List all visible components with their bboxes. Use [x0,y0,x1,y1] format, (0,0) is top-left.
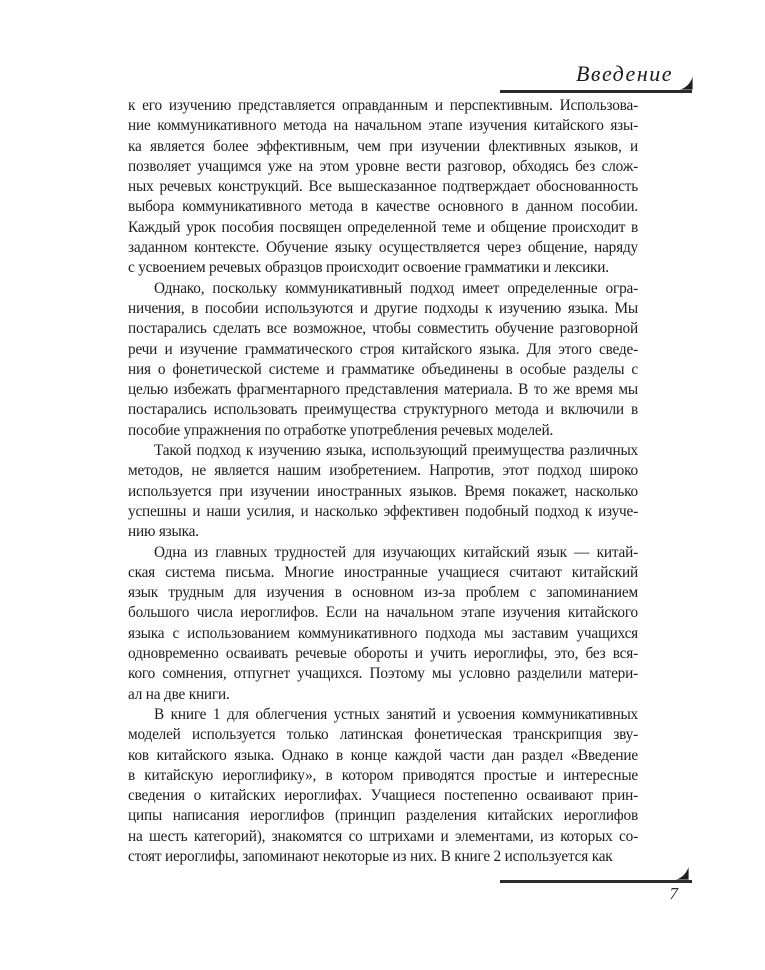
text-line: В книге 1 для облегчения устных занятий и усвоения коммуникативных [154,705,638,723]
corner-flag-icon [676,867,689,880]
text-line: к его изучению представляется оправданным и перспективным. Использова- [128,97,638,114]
running-head-title: Введение [575,61,673,86]
text-line: Однако, поскольку коммуникативный подход имеет определенные огра- [154,279,638,297]
text-line: язык трудным для изучения в основном из-за проблем с запоминанием [128,584,638,602]
text-line: на шесть категорий), знакомятся со штрихами и элементами, из которых со- [128,827,638,845]
text-line: заданном контексте. Обучение языку осуществляется через общение, наряду [128,239,638,257]
page-number: 7 [669,884,678,903]
text-line: нию языка. [128,523,199,541]
text-line: моделей используется только латинская фонетическая транскрипция зву- [128,726,638,744]
text-line: стоят иероглифы, запоминают некоторые из них. В книге 2 используется как [128,847,613,865]
text-line: ных речевых конструкций. Все вышесказанное подтверждает обоснованность [128,178,638,196]
text-line: в китайскую иероглифику», в котором приводятся простые и интересные [128,766,638,784]
text-line: большого числа иероглифов. Если на начальном этапе изучения китайского [128,604,638,622]
text-line: сведения о китайских иероглифах. Учащиеся постепенно осваивают прин- [128,787,638,805]
text-line: успешны и наши усилия, и насколько эффективен подобный подход к изуче- [128,502,638,520]
corner-flag-icon [680,77,693,90]
text-line: с усвоением речевых образцов происходит освоение грамматики и лексики. [128,259,609,277]
paragraph [128,543,638,705]
text-line: выбора коммуникативного метода в качестве основного в данном пособии. [128,198,638,216]
text-line: Такой подход к изучению языка, использующий преимущества различных [154,442,638,460]
text-line: ния о фонетической системе и грамматике объединены в особые разделы с [128,360,638,378]
text-line: позволяет учащимся уже на этом уровне вести разговор, обходясь без слож- [128,157,638,175]
text-line: ничения, в пособии используются и другие подходы к изучению языка. Мы [128,299,638,317]
text-line: используется при изучении иностранных языков. Время покажет, насколько [128,482,638,500]
text-line: ков китайского языка. Однако в конце каждой части дан раздел «Введение [128,746,638,764]
text-line: речи и изучение грамматического строя китайского языка. Для этого сведе- [128,340,638,358]
paragraph [128,441,638,542]
text-line: ская система письма. Многие иностранные учащиеся считают китайский [128,563,638,581]
text-line: Каждый урок пособия посвящен определенной теме и общение происходит в [128,218,638,236]
footer-rule [500,880,692,883]
text-line: ка является более эффективным, чем при изучении флективных языков, и [128,137,638,155]
text-line: кого сомнения, отпугнет учащихся. Поэтому мы условно разделили матери- [128,665,638,683]
text-line: одновременно осваивать речевые обороты и учить иероглифы, это, без вся- [128,645,638,663]
text-line: ал на две книги. [128,685,230,703]
paragraph [128,279,638,441]
text-line: пособие упражнения по отработке употребления речевых моделей. [128,421,554,439]
text-line: Одна из главных трудностей для изучающих китайский язык — китай- [154,543,638,561]
text-line: методов, не является нашим изобретением. Напротив, этот подход широко [128,462,638,480]
paragraph [128,705,638,867]
text-line: ние коммуникативного метода на начальном этапе изучения китайского язы- [128,117,638,135]
text-line: ципы написания иероглифов (принцип разделения китайских иероглифов [128,807,638,825]
text-line: языка с использованием коммуникативного подхода мы заставим учащихся [128,624,638,642]
header-rule [500,90,692,93]
text-line: целью избежать фрагментарного представления материала. В то же время мы [128,381,638,399]
paragraph [128,96,638,279]
text-line: постарались использовать преимущества структурного метода и включили в [128,401,638,419]
text-line: постарались сделать все возможное, чтобы совместить обучение разговорной [128,320,638,338]
body-text [128,96,638,867]
